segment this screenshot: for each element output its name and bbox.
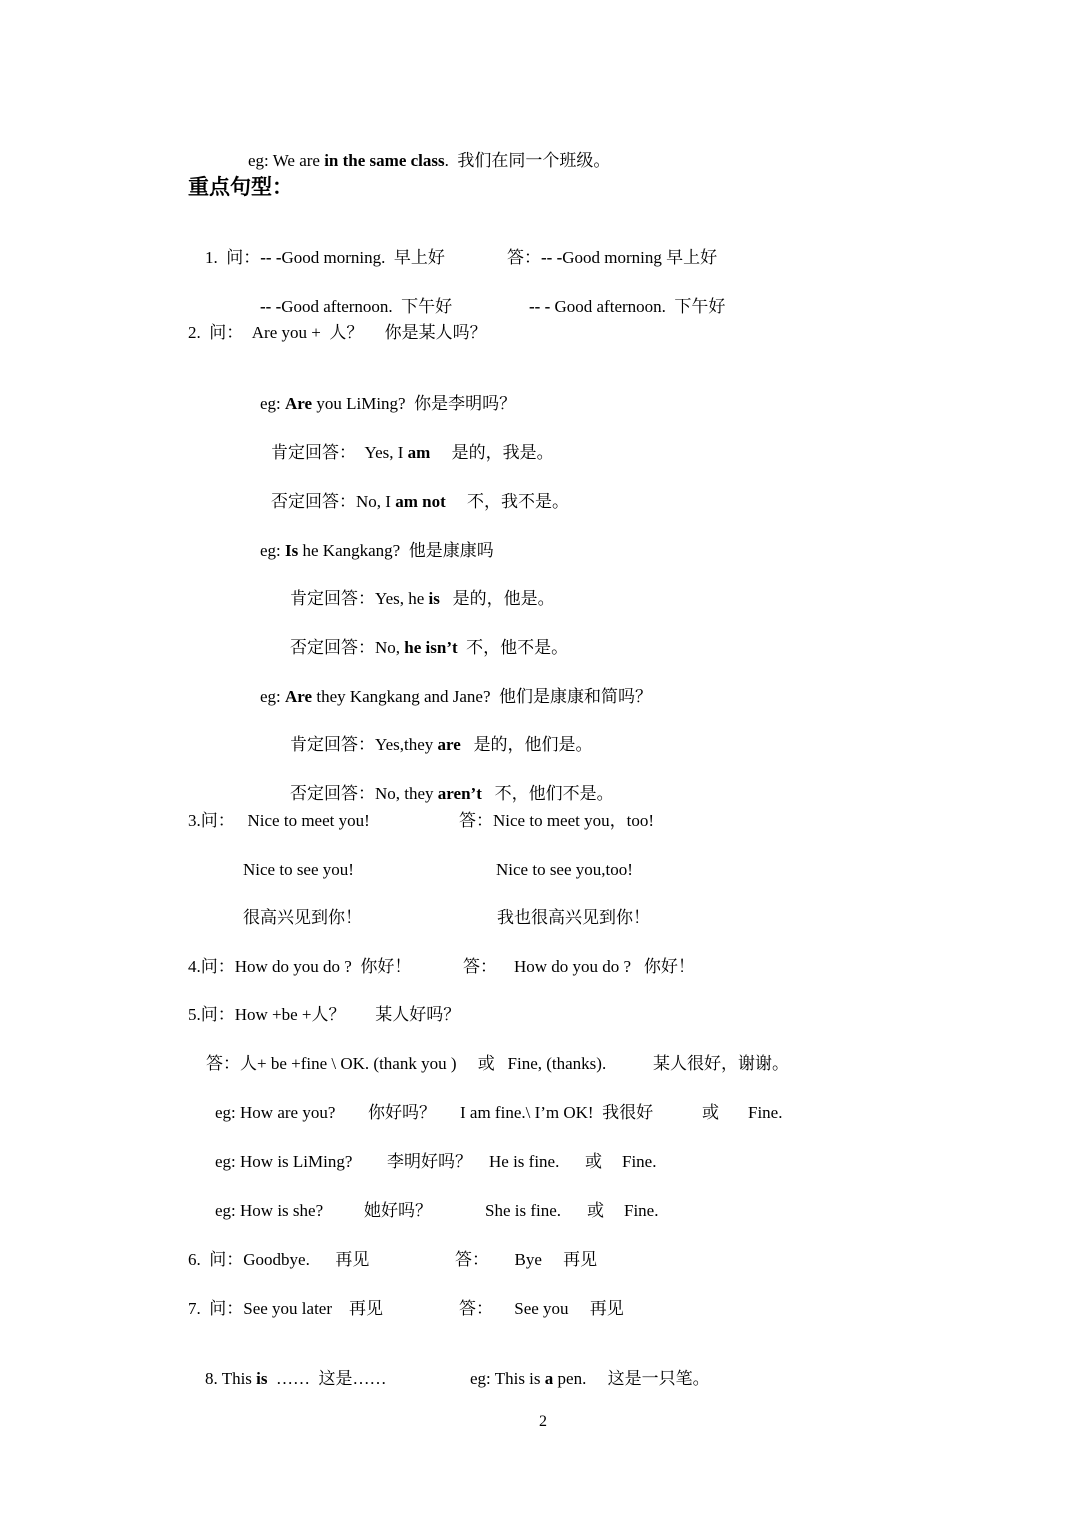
item7-answer: 答： See you 再见 [459, 1299, 624, 1318]
item2-example-3: eg: Are they Kangkang and Jane? 他们是康康和简吗？ [260, 687, 653, 706]
item6-question: 6. 问：Goodbye. 再见 [188, 1250, 370, 1269]
item5-answer: 答：人+ be +fine \ OK. (thank you ) 或 Fine, (thanks). 某人很好，谢谢。 [206, 1054, 789, 1073]
item2-negative-2: 否定回答：No, he isn’t 不，他不是。 [290, 638, 569, 657]
item3-answer-1: 答：Nice to meet you，too! [459, 811, 654, 830]
item5-example-3-e: Fine. [624, 1201, 659, 1220]
item5-example-3-c: She is fine. [485, 1201, 562, 1220]
item5-example-1-e: Fine. [748, 1103, 783, 1122]
item1-question-2: -- -Good afternoon. 下午好 [260, 297, 453, 316]
page-number: 2 [539, 1413, 547, 1430]
item5-example-3-d: 或 [587, 1201, 604, 1220]
item3-answer-3: 我也很高兴见到你！ [497, 908, 650, 927]
item3-question-3: 很高兴见到你！ [243, 908, 362, 927]
item2-question: 2. 问： Are you + 人？ 你是某人吗？ [188, 323, 487, 342]
item2-example-2: eg: Is he Kangkang? 他是康康吗 [260, 541, 494, 560]
item3-answer-2: Nice to see you,too! [496, 860, 633, 879]
item2-affirmative-2: 肯定回答：Yes, he is 是的，他是。 [290, 589, 555, 608]
item4-answer: 答： How do you do ? 你好！ [463, 957, 695, 976]
item5-example-2-a: eg: How is LiMing? [215, 1152, 353, 1171]
item5-example-1-b: 你好吗？ [368, 1103, 436, 1122]
item7-question: 7. 问：See you later 再见 [188, 1299, 383, 1318]
item3-question-1: 3.问： Nice to meet you! [188, 811, 370, 830]
item1-question: 1. 问：-- -Good morning. 早上好 [205, 248, 445, 267]
item5-example-3-b: 她好吗？ [364, 1201, 432, 1220]
item2-affirmative-1: 肯定回答： Yes, I am 是的，我是。 [271, 443, 554, 462]
item4-question: 4.问：How do you do ? 你好！ [188, 957, 412, 976]
item5-example-1-c: I am fine.\ I’m OK! 我很好 [460, 1103, 654, 1122]
item2-example-1: eg: Are you LiMing? 你是李明吗？ [260, 394, 517, 413]
item5-question: 5.问：How +be +人？ 某人好吗？ [188, 1005, 461, 1024]
item5-example-2-d: 或 [585, 1152, 602, 1171]
item8-example: eg: This is a pen. 这是一只笔。 [470, 1369, 710, 1388]
item5-example-1-a: eg: How are you? [215, 1103, 336, 1122]
item1-answer: 答：-- -Good morning 早上好 [507, 248, 718, 267]
item8-pattern: 8. This is …… 这是…… [205, 1369, 387, 1388]
item6-answer: 答： Bye 再见 [455, 1250, 598, 1269]
item3-question-2: Nice to see you! [243, 860, 354, 879]
section-heading: 重点句型： [188, 175, 293, 199]
item5-example-3-a: eg: How is she? [215, 1201, 324, 1220]
item5-example-2-b: 李明好吗？ [387, 1152, 472, 1171]
item1-answer-2: -- - Good afternoon. 下午好 [529, 297, 726, 316]
item2-negative-3: 否定回答：No, they aren’t 不，他们不是。 [290, 784, 614, 803]
intro-example: eg: We are in the same class. 我们在同一个班级。 [248, 151, 611, 170]
item5-example-1-d: 或 [702, 1103, 719, 1122]
item5-example-2-e: Fine. [622, 1152, 657, 1171]
item5-example-2-c: He is fine. [489, 1152, 560, 1171]
item2-negative-1: 否定回答：No, I am not 不，我不是。 [271, 492, 569, 511]
item2-affirmative-3: 肯定回答：Yes,they are 是的，他们是。 [290, 735, 593, 754]
